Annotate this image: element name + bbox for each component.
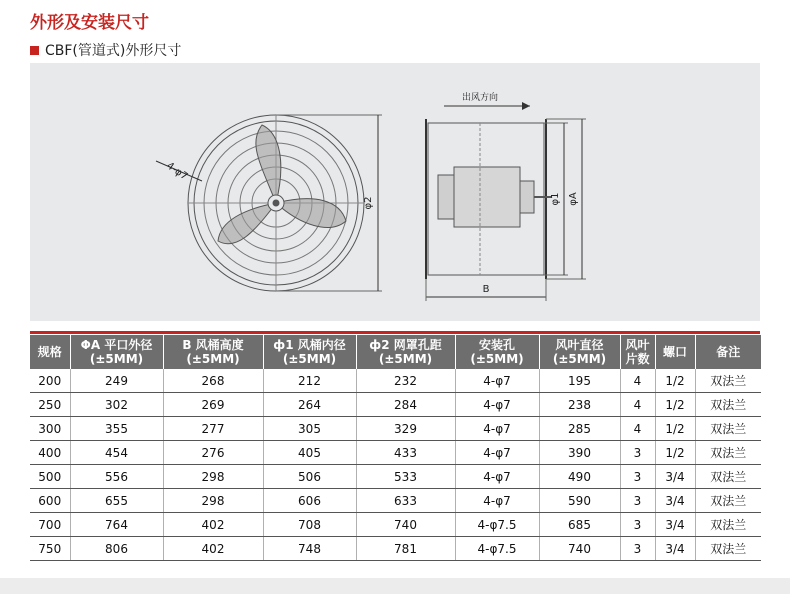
table-cell: 600 [30,489,70,513]
motor-end [520,181,534,213]
table-cell: 3 [620,489,655,513]
table-cell: 655 [70,489,163,513]
spec-table [30,335,761,561]
header-cell: 安装孔 (±5MM) [455,335,539,369]
header-cell: ф1 风桶内径 (±5MM) [263,335,356,369]
table-cell: 740 [539,537,620,561]
phi2-label: φ2 [363,196,374,210]
table-cell: 590 [539,489,620,513]
table-cell: 200 [30,369,70,393]
airflow-arrow-head [522,102,530,110]
table-cell: 390 [539,441,620,465]
section-subtitle-text: CBF(管道式)外形尺寸 [45,43,182,59]
dimension-diagram [30,63,760,321]
fan-blade-1 [256,125,281,203]
table-cell: 4-φ7.5 [455,537,539,561]
table-cell: 双法兰 [695,369,761,393]
fan-drawings [30,63,760,321]
table-cell: 402 [163,537,263,561]
table-cell: 506 [263,465,356,489]
table-cell: 3/4 [655,513,695,537]
table-cell: 284 [356,393,455,417]
motor [454,167,520,227]
table-cell: 4-φ7 [455,441,539,465]
table-cell: 3 [620,537,655,561]
table-cell: 238 [539,393,620,417]
header-cell: 规格 [30,335,70,369]
table-cell: 双法兰 [695,393,761,417]
header-cell: ф2 网罩孔距 (±5MM) [356,335,455,369]
table-cell: 402 [163,513,263,537]
table-cell: 708 [263,513,356,537]
table-row [30,369,761,393]
table-cell: 302 [70,393,163,417]
table-cell: 750 [30,537,70,561]
table-cell: 269 [163,393,263,417]
table-cell: 740 [356,513,455,537]
table-cell: 250 [30,393,70,417]
table-cell: 双法兰 [695,441,761,465]
header-cell: 备注 [695,335,761,369]
bottom-strip [0,578,790,594]
b-label: B [482,284,490,295]
table-cell: 490 [539,465,620,489]
airflow-label: 出风方向 [461,93,499,103]
header-cell: 风叶直径 (±5MM) [539,335,620,369]
header-cell: 风叶 片数 [620,335,655,369]
table-cell: 454 [70,441,163,465]
table-cell: 1/2 [655,441,695,465]
table-cell: 1/2 [655,393,695,417]
table-cell: 4-φ7 [455,417,539,441]
phia-label: φA [568,192,579,206]
table-cell: 556 [70,465,163,489]
table-cell: 433 [356,441,455,465]
table-row [30,393,761,417]
front-view [156,115,382,291]
table-cell: 633 [356,489,455,513]
table-row [30,489,761,513]
table-cell: 3/4 [655,489,695,513]
header-cell: 螺口 [655,335,695,369]
table-cell: 298 [163,465,263,489]
table-row [30,441,761,465]
table-cell: 1/2 [655,369,695,393]
table-cell: 双法兰 [695,417,761,441]
table-body [30,369,761,561]
table-cell: 764 [70,513,163,537]
table-cell: 195 [539,369,620,393]
table-cell: 212 [263,369,356,393]
section-marker [30,46,39,55]
table-cell: 533 [356,465,455,489]
table-cell: 4-φ7.5 [455,513,539,537]
table-cell: 806 [70,537,163,561]
table-cell: 400 [30,441,70,465]
hole-label: 4-φ7 [164,160,190,183]
table-cell: 3/4 [655,537,695,561]
section-subtitle [30,40,181,60]
table-cell: 276 [163,441,263,465]
table-cell: 355 [70,417,163,441]
table-cell: 249 [70,369,163,393]
table-row [30,537,761,561]
table-cell: 双法兰 [695,537,761,561]
table-top-rule [30,331,760,334]
hub-center [273,200,279,206]
table-cell: 4-φ7 [455,369,539,393]
table-cell: 4-φ7 [455,465,539,489]
table-cell: 双法兰 [695,465,761,489]
junction-box [438,175,454,219]
table-cell: 298 [163,489,263,513]
table-cell: 685 [539,513,620,537]
table-cell: 3 [620,441,655,465]
table-cell: 329 [356,417,455,441]
table-cell: 305 [263,417,356,441]
table-cell: 232 [356,369,455,393]
table-cell: 606 [263,489,356,513]
table-cell: 748 [263,537,356,561]
table-cell: 3 [620,513,655,537]
side-view [426,106,586,301]
table-cell: 4-φ7 [455,393,539,417]
header-cell: ΦA 平口外径 (±5MM) [70,335,163,369]
phi1-label: φ1 [550,192,561,206]
table-cell: 3/4 [655,465,695,489]
table-header-row [30,335,761,369]
table-cell: 1/2 [655,417,695,441]
table-cell: 4-φ7 [455,489,539,513]
table-cell: 双法兰 [695,489,761,513]
table-row [30,465,761,489]
table-cell: 3 [620,465,655,489]
table-row [30,513,761,537]
table-row [30,417,761,441]
table-cell: 700 [30,513,70,537]
table-cell: 300 [30,417,70,441]
table-cell: 双法兰 [695,513,761,537]
table-cell: 781 [356,537,455,561]
table-cell: 264 [263,393,356,417]
table-cell: 285 [539,417,620,441]
table-cell: 277 [163,417,263,441]
table-cell: 405 [263,441,356,465]
page-title: 外形及安装尺寸 [30,13,149,33]
table-cell: 500 [30,465,70,489]
header-cell: B 风桶高度 (±5MM) [163,335,263,369]
table-cell: 268 [163,369,263,393]
table-cell: 4 [620,393,655,417]
table-cell: 4 [620,369,655,393]
table-cell: 4 [620,417,655,441]
